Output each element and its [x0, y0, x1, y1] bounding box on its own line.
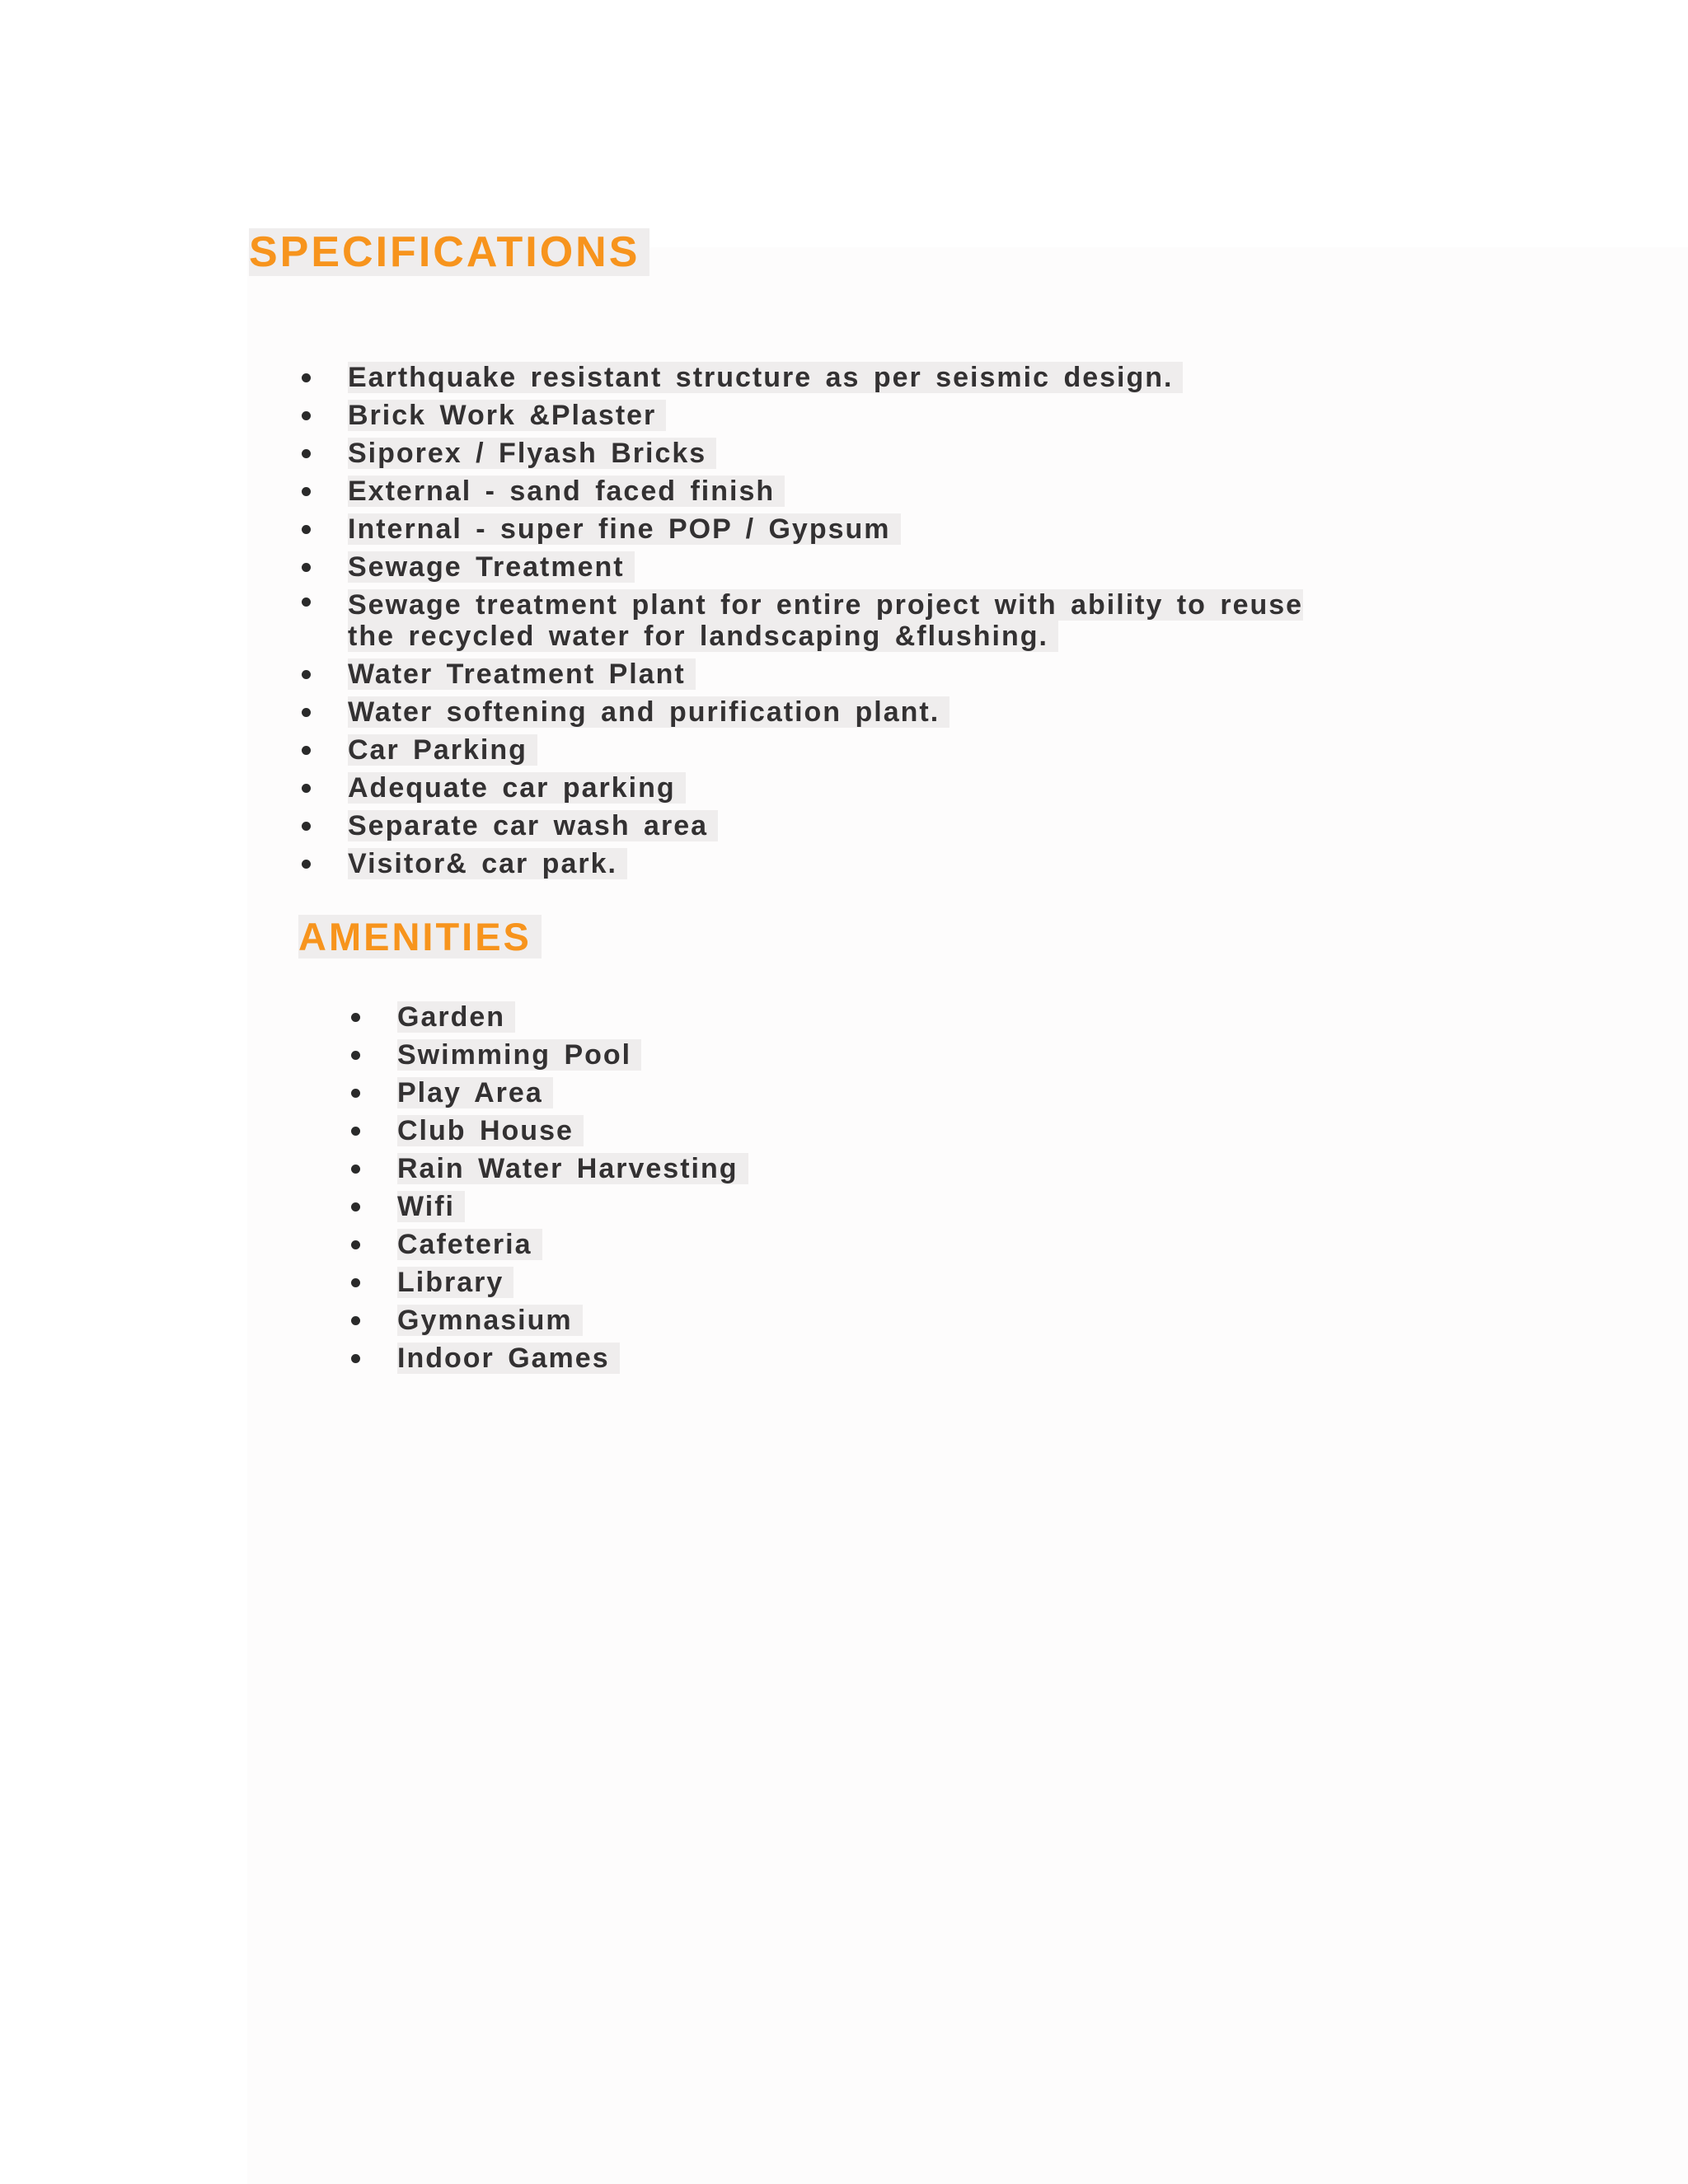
list-item: [348, 769, 1353, 807]
list-item: [397, 1188, 1139, 1226]
list-item: [348, 510, 1353, 548]
list-item-text: Swimming Pool: [397, 1039, 641, 1071]
list-item: [348, 655, 1353, 693]
amenities-heading: [298, 917, 542, 956]
list-item: [397, 1074, 1139, 1112]
specifications-heading: [249, 228, 649, 276]
list-item-text: Visitor& car park.: [348, 848, 627, 879]
list-item-text: Gymnasium: [397, 1305, 583, 1336]
specifications-list: [348, 359, 1353, 883]
list-item-text: Car Parking: [348, 734, 537, 766]
list-item: [348, 807, 1353, 845]
list-item: [397, 1036, 1139, 1074]
list-item-text: Earthquake resistant structure as per seismic design.: [348, 362, 1183, 393]
list-item-text: Play Area: [397, 1077, 553, 1108]
list-item: [397, 998, 1139, 1036]
list-item-text: Adequate car parking: [348, 772, 686, 804]
specifications-heading-text: SPECIFICATIONS: [249, 228, 649, 276]
list-item: [348, 548, 1353, 586]
list-item: [397, 1339, 1139, 1377]
amenities-list: [397, 998, 1139, 1377]
list-item: [397, 1301, 1139, 1339]
list-item: [397, 1226, 1139, 1263]
list-item-text: External - sand faced finish: [348, 476, 785, 507]
list-item: [397, 1150, 1139, 1188]
list-item-text: Sewage treatment plant for entire project with ability to reuse the recycled water for landscaping &flushing.: [348, 589, 1304, 652]
list-item-text: Water softening and purification plant.: [348, 696, 950, 728]
list-item-text: Separate car wash area: [348, 810, 718, 841]
list-item: [348, 693, 1353, 731]
list-item: [348, 472, 1353, 510]
list-item: [348, 731, 1353, 769]
list-item: [348, 359, 1353, 396]
list-item-text: Indoor Games: [397, 1343, 620, 1374]
list-item: [348, 434, 1353, 472]
list-item-text: Internal - super fine POP / Gypsum: [348, 513, 901, 545]
list-item: [348, 845, 1353, 883]
list-item-text: Garden: [397, 1001, 515, 1033]
list-item: [397, 1112, 1139, 1150]
list-item-text: Water Treatment Plant: [348, 658, 696, 690]
list-item: [397, 1263, 1139, 1301]
list-item: [348, 586, 1353, 655]
list-item: [348, 396, 1353, 434]
list-item-text: Cafeteria: [397, 1229, 542, 1260]
list-item-text: Brick Work &Plaster: [348, 400, 666, 431]
list-item-text: Club House: [397, 1115, 584, 1146]
amenities-heading-text: AMENITIES: [298, 915, 542, 958]
list-item-text: Wifi: [397, 1191, 465, 1222]
list-item-text: Library: [397, 1267, 513, 1298]
list-item-text: Rain Water Harvesting: [397, 1153, 748, 1184]
list-item-text: Sewage Treatment: [348, 551, 635, 583]
list-item-text: Siporex / Flyash Bricks: [348, 438, 716, 469]
